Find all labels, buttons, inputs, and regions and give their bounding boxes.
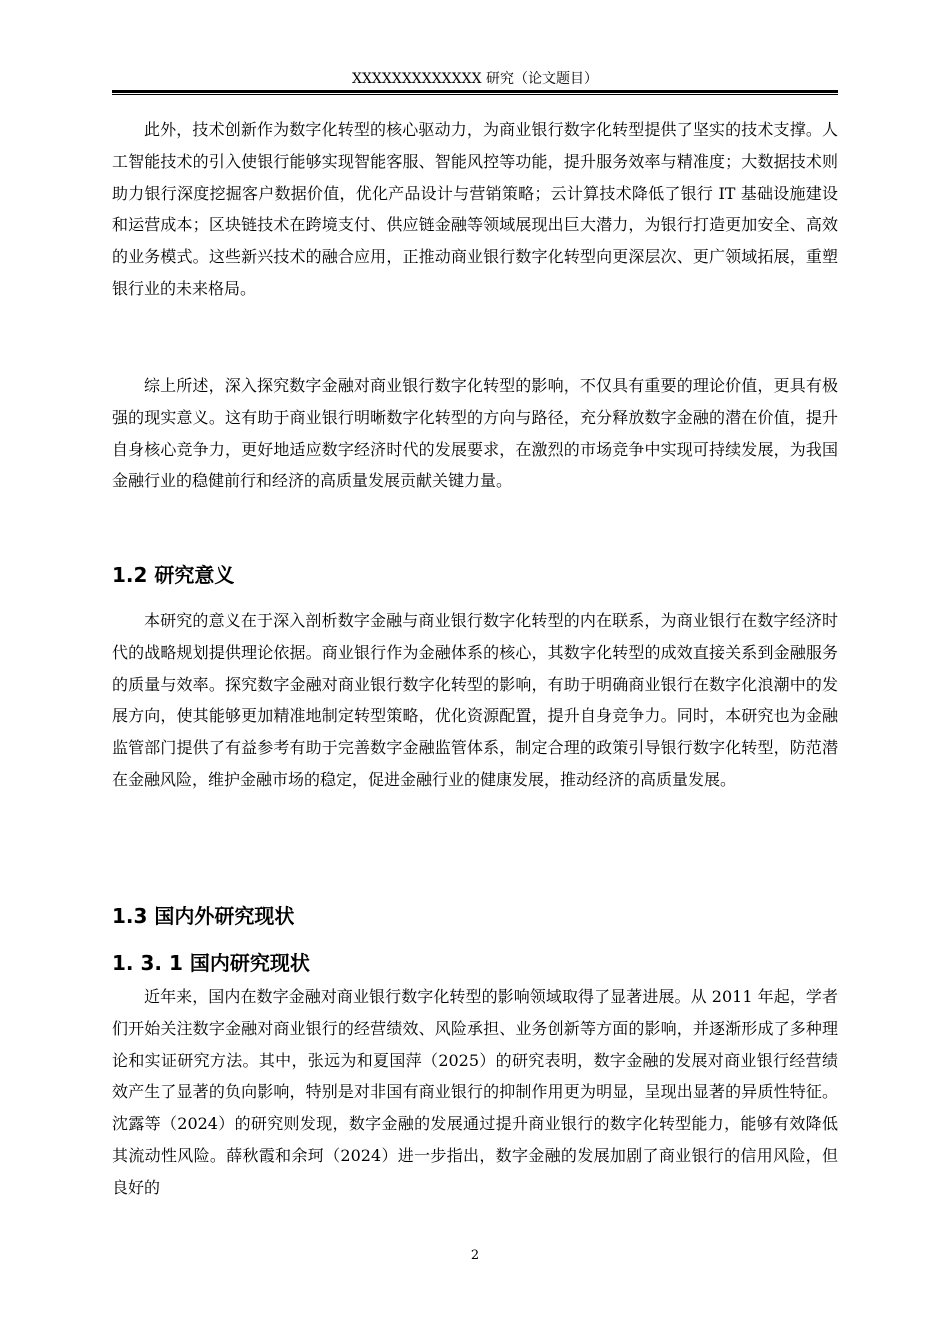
paragraph-tech-innovation: 此外，技术创新作为数字化转型的核心驱动力，为商业银行数字化转型提供了坚实的技术支撑。人工智能技术的引入使银行能够实现智能客服、智能风控等功能，提升服务效率与精准度；大数据技术则助力银行深度挖掘客户数据价值，优化产品设计与营销策略；云计算技术降低了银行 IT 基础设施建设和运营成本；区块链技术在跨境支付、供应链金融等领域展现出巨大潜力，为银行打造更加安全、高效的业务模式。这些新兴技术的融合应用，正推动商业银行数字化转型向更深层次、更广领域拓展，重塑银行业的未来格局。 [112, 120, 838, 298]
header-rule [112, 90, 838, 95]
paragraph-summary: 综上所述，深入探究数字金融对商业银行数字化转型的影响，不仅具有重要的理论价值，更具有极强的现实意义。这有助于商业银行明晰数字化转型的方向与路径，充分释放数字金融的潜在价值，提升自身核心竞争力，更好地适应数字经济时代的发展要求，在激烈的市场竞争中实现可持续发展，为我国金融行业的稳健前行和经济的高质量发展贡献关键力量。 [112, 376, 838, 491]
section-heading-1-3: 1.3 国内外研究现状 [112, 904, 295, 928]
subsection-heading-1-3-1: 1. 3. 1 国内研究现状 [112, 951, 310, 975]
paragraph-domestic-research: 近年来，国内在数字金融对商业银行数字化转型的影响领域取得了显著进展。从 2011 年起，学者们开始关注数字金融对商业银行的经营绩效、风险承担、业务创新等方面的影响，并逐渐形成了多种理论和实证研究方法。其中，张远为和夏国萍（2025）的研究表明，数字金融的发展对商业银行经营绩效产生了显著的负向影响，特别是对非国有商业银行的抑制作用更为明显，呈现出显著的异质性特征。沈露等（2024）的研究则发现，数字金融的发展通过提升商业银行的数字化转型能力，能够有效降低其流动性风险。薛秋霞和余珂（2024）进一步指出，数字金融的发展加剧了商业银行的信用风险，但良好的 [112, 987, 838, 1197]
page-number: 2 [470, 1248, 480, 1263]
section-heading-1-2: 1.2 研究意义 [112, 563, 235, 587]
running-header: XXXXXXXXXXXXX 研究（论文题目） [351, 71, 599, 87]
paragraph-research-significance: 本研究的意义在于深入剖析数字金融与商业银行数字化转型的内在联系，为商业银行在数字经济时代的战略规划提供理论依据。商业银行作为金融体系的核心，其数字化转型的成效直接关系到金融服务的质量与效率。探究数字金融对商业银行数字化转型的影响，有助于明确商业银行在数字化浪潮中的发展方向，使其能够更加精准地制定转型策略，优化资源配置，提升自身竞争力。同时，本研究也为金融监管部门提供了有益参考有助于完善数字金融监管体系，制定合理的政策引导银行数字化转型，防范潜在金融风险，维护金融市场的稳定，促进金融行业的健康发展，推动经济的高质量发展。 [112, 611, 838, 789]
